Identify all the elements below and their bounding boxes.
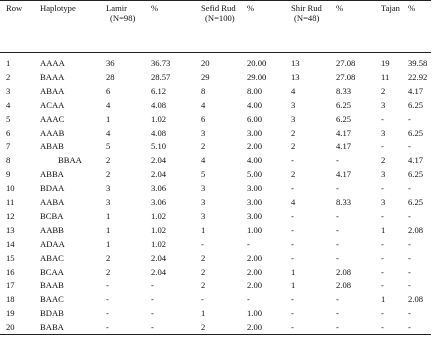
haplotype: BDAB bbox=[40, 308, 64, 319]
row-number: 15 bbox=[6, 252, 15, 263]
shir-pct: 4.17 bbox=[336, 141, 352, 152]
table-bottom-rule bbox=[0, 334, 431, 335]
header-lamir-n: (N=98) bbox=[110, 13, 136, 23]
sefid-count: 29 bbox=[201, 71, 210, 82]
tajan-pct: 2.08 bbox=[408, 224, 424, 235]
shir-pct: 8.33 bbox=[336, 197, 352, 207]
sefid-pct: 1.00 bbox=[247, 224, 263, 235]
shir-pct: - bbox=[336, 308, 339, 319]
tajan-count: - bbox=[381, 210, 384, 221]
tajan-pct: - bbox=[408, 252, 411, 263]
haplotype: BCBA bbox=[40, 210, 64, 221]
sefid-count: 5 bbox=[201, 169, 206, 180]
shir-count: 1 bbox=[291, 280, 296, 291]
shir-count: - bbox=[291, 155, 294, 166]
sefid-count: 20 bbox=[201, 58, 210, 68]
row-number: 2 bbox=[6, 71, 11, 82]
tajan-count: 1 bbox=[381, 224, 386, 235]
haplotype: BABA bbox=[40, 322, 64, 333]
sefid-pct: 4.00 bbox=[247, 99, 263, 110]
lamir-pct: 5.10 bbox=[151, 141, 167, 152]
tajan-pct: - bbox=[408, 266, 411, 277]
lamir-count: 2 bbox=[106, 266, 111, 277]
lamir-pct: 36.73 bbox=[151, 58, 171, 68]
lamir-count: 2 bbox=[106, 252, 111, 263]
tajan-count: 11 bbox=[381, 71, 390, 82]
lamir-pct: 2.04 bbox=[151, 155, 167, 166]
shir-pct: 4.17 bbox=[336, 127, 352, 138]
tajan-count: 3 bbox=[381, 127, 386, 138]
lamir-count: - bbox=[106, 294, 109, 305]
header-shir: Shir Rud bbox=[291, 3, 322, 13]
sefid-pct: 2.00 bbox=[247, 280, 263, 291]
row-number: 16 bbox=[6, 266, 15, 277]
tajan-pct: 39.58 bbox=[408, 58, 428, 68]
lamir-count: 2 bbox=[106, 155, 111, 166]
shir-pct: 2.08 bbox=[336, 266, 352, 277]
tajan-pct: 6.25 bbox=[408, 197, 424, 207]
shir-count: 3 bbox=[291, 99, 296, 110]
row-number: 1 bbox=[6, 58, 11, 68]
tajan-pct: 4.17 bbox=[408, 85, 424, 96]
tajan-count: 2 bbox=[381, 155, 386, 166]
tajan-count: - bbox=[381, 322, 384, 333]
shir-pct: 6.25 bbox=[336, 99, 352, 110]
sefid-pct: 29.00 bbox=[247, 71, 267, 82]
lamir-pct: 4.08 bbox=[151, 99, 167, 110]
shir-count: 13 bbox=[291, 58, 300, 68]
lamir-pct: - bbox=[151, 280, 154, 291]
sefid-pct: - bbox=[247, 238, 250, 249]
lamir-count: - bbox=[106, 308, 109, 319]
header-shir-n: (N=48) bbox=[294, 13, 320, 23]
row-number: 13 bbox=[6, 224, 15, 235]
shir-count: - bbox=[291, 252, 294, 263]
lamir-pct: 1.02 bbox=[151, 224, 167, 235]
shir-pct: 6.25 bbox=[336, 113, 352, 124]
tajan-count: 19 bbox=[381, 58, 390, 68]
lamir-count: 5 bbox=[106, 141, 111, 152]
lamir-count: 36 bbox=[106, 58, 115, 68]
tajan-pct: 4.17 bbox=[408, 155, 424, 166]
lamir-count: 3 bbox=[106, 183, 111, 194]
row-number: 7 bbox=[6, 141, 11, 152]
tajan-count: 3 bbox=[381, 99, 386, 110]
table-header-rule bbox=[0, 52, 431, 53]
shir-pct: - bbox=[336, 224, 339, 235]
shir-count: - bbox=[291, 238, 294, 249]
haplotype: BDAA bbox=[40, 183, 65, 194]
shir-count: - bbox=[291, 322, 294, 333]
shir-pct: 2.08 bbox=[336, 280, 352, 291]
sefid-count: 4 bbox=[201, 155, 206, 166]
table-top-rule bbox=[0, 0, 431, 1]
sefid-count: 8 bbox=[201, 85, 206, 96]
lamir-pct: - bbox=[151, 308, 154, 319]
haplotype: BAAC bbox=[40, 294, 64, 305]
lamir-count: 2 bbox=[106, 169, 111, 180]
lamir-pct: 1.02 bbox=[151, 210, 167, 221]
sefid-pct: 4.00 bbox=[247, 155, 263, 166]
tajan-count: - bbox=[381, 113, 384, 124]
tajan-count: - bbox=[381, 183, 384, 194]
haplotype: AABA bbox=[40, 197, 65, 207]
sefid-pct: 8.00 bbox=[247, 85, 263, 96]
lamir-pct: 3.06 bbox=[151, 197, 167, 207]
tajan-count: 3 bbox=[381, 197, 386, 207]
row-number: 12 bbox=[6, 210, 15, 221]
lamir-pct: 6.12 bbox=[151, 85, 167, 96]
sefid-count: 3 bbox=[201, 127, 206, 138]
header-tajan: Tajan bbox=[381, 3, 400, 13]
tajan-pct: - bbox=[408, 210, 411, 221]
tajan-pct: 6.25 bbox=[408, 127, 424, 138]
lamir-count: 1 bbox=[106, 224, 111, 235]
tajan-count: 2 bbox=[381, 85, 386, 96]
header-sefid-n: (N=100) bbox=[205, 13, 235, 23]
sefid-count: 1 bbox=[201, 308, 206, 319]
lamir-pct: 2.04 bbox=[151, 266, 167, 277]
row-number: 5 bbox=[6, 113, 11, 124]
lamir-pct: - bbox=[151, 322, 154, 333]
sefid-pct: 5.00 bbox=[247, 169, 263, 180]
shir-pct: - bbox=[336, 155, 339, 166]
tajan-pct: 22.92 bbox=[408, 71, 428, 82]
tajan-pct: - bbox=[408, 280, 411, 291]
sefid-pct: 6.00 bbox=[247, 113, 263, 124]
row-number: 10 bbox=[6, 183, 15, 194]
tajan-pct: - bbox=[408, 141, 411, 152]
header-row: Row bbox=[6, 3, 23, 13]
sefid-count: 2 bbox=[201, 252, 206, 263]
row-number: 4 bbox=[6, 99, 11, 110]
lamir-count: - bbox=[106, 322, 109, 333]
row-number: 6 bbox=[6, 127, 11, 138]
header-pct-sefid: % bbox=[247, 3, 255, 13]
lamir-pct: 3.06 bbox=[151, 183, 167, 194]
sefid-pct: 2.00 bbox=[247, 266, 263, 277]
sefid-pct: 2.00 bbox=[247, 322, 263, 333]
sefid-count: 2 bbox=[201, 141, 206, 152]
sefid-pct: - bbox=[247, 294, 250, 305]
lamir-count: 3 bbox=[106, 197, 111, 207]
haplotype: ACAA bbox=[40, 99, 65, 110]
shir-pct: 27.08 bbox=[336, 71, 356, 82]
haplotype: ADAA bbox=[40, 238, 65, 249]
sefid-count: 6 bbox=[201, 113, 206, 124]
shir-count: 13 bbox=[291, 71, 300, 82]
sefid-count: 1 bbox=[201, 224, 206, 235]
tajan-count: - bbox=[381, 141, 384, 152]
shir-count: 4 bbox=[291, 85, 296, 96]
haplotype: BAAA bbox=[40, 71, 65, 82]
lamir-count: 6 bbox=[106, 85, 111, 96]
header-pct-shir: % bbox=[336, 3, 344, 13]
sefid-count: 2 bbox=[201, 280, 206, 291]
lamir-pct: 1.02 bbox=[151, 113, 167, 124]
shir-pct: 8.33 bbox=[336, 85, 352, 96]
tajan-count: - bbox=[381, 266, 384, 277]
tajan-pct: 6.25 bbox=[408, 169, 424, 180]
tajan-pct: - bbox=[408, 238, 411, 249]
row-number: 11 bbox=[6, 197, 15, 207]
haplotype: AAAA bbox=[40, 58, 65, 68]
header-sefid: Sefid Rud bbox=[201, 3, 236, 13]
row-number: 8 bbox=[6, 155, 11, 166]
shir-count: 3 bbox=[291, 113, 296, 124]
haplotype: BCAA bbox=[40, 266, 64, 277]
sefid-count: 2 bbox=[201, 322, 206, 333]
shir-pct: 27.08 bbox=[336, 58, 356, 68]
haplotype: ABAB bbox=[40, 141, 64, 152]
sefid-pct: 3.00 bbox=[247, 183, 263, 194]
shir-count: 2 bbox=[291, 169, 296, 180]
sefid-pct: 3.00 bbox=[247, 197, 263, 207]
shir-count: - bbox=[291, 294, 294, 305]
tajan-count: - bbox=[381, 252, 384, 263]
tajan-count: 3 bbox=[381, 169, 386, 180]
lamir-pct: 2.04 bbox=[151, 252, 167, 263]
shir-pct: - bbox=[336, 294, 339, 305]
shir-pct: - bbox=[336, 210, 339, 221]
tajan-pct: 2.08 bbox=[408, 294, 424, 305]
haplotype: AAAC bbox=[40, 113, 65, 124]
tajan-pct: - bbox=[408, 183, 411, 194]
shir-pct: - bbox=[336, 252, 339, 263]
lamir-pct: 2.04 bbox=[151, 169, 167, 180]
lamir-count: - bbox=[106, 280, 109, 291]
haplotype: ABBA bbox=[40, 169, 64, 180]
lamir-count: 4 bbox=[106, 127, 111, 138]
sefid-count: 2 bbox=[201, 266, 206, 277]
sefid-pct: 20.00 bbox=[247, 58, 267, 68]
sefid-pct: 3.00 bbox=[247, 127, 263, 138]
shir-pct: - bbox=[336, 238, 339, 249]
row-number: 17 bbox=[6, 280, 15, 291]
tajan-pct: - bbox=[408, 308, 411, 319]
tajan-count: - bbox=[381, 238, 384, 249]
tajan-pct: 6.25 bbox=[408, 99, 424, 110]
haplotype: AABB bbox=[40, 224, 64, 235]
sefid-count: - bbox=[201, 294, 204, 305]
row-number: 20 bbox=[6, 322, 15, 333]
lamir-count: 28 bbox=[106, 71, 115, 82]
tajan-count: - bbox=[381, 308, 384, 319]
haplotype: ABAC bbox=[40, 252, 64, 263]
lamir-pct: 28.57 bbox=[151, 71, 171, 82]
sefid-count: 4 bbox=[201, 99, 206, 110]
lamir-count: 1 bbox=[106, 238, 111, 249]
row-number: 9 bbox=[6, 169, 11, 180]
shir-pct: - bbox=[336, 183, 339, 194]
shir-count: - bbox=[291, 224, 294, 235]
sefid-count: 3 bbox=[201, 183, 206, 194]
tajan-pct: - bbox=[408, 322, 411, 333]
sefid-count: 3 bbox=[201, 210, 206, 221]
shir-count: 2 bbox=[291, 141, 296, 152]
tajan-count: 1 bbox=[381, 294, 386, 305]
lamir-count: 1 bbox=[106, 210, 111, 221]
sefid-pct: 1.00 bbox=[247, 308, 263, 319]
haplotype: ABAA bbox=[40, 85, 65, 96]
shir-count: - bbox=[291, 308, 294, 319]
header-pct-lamir: % bbox=[151, 3, 159, 13]
haplotype: AAAB bbox=[40, 127, 65, 138]
header-haplotype: Haplotype bbox=[40, 3, 76, 13]
sefid-pct: 2.00 bbox=[247, 141, 263, 152]
tajan-pct: - bbox=[408, 113, 411, 124]
shir-count: 1 bbox=[291, 266, 296, 277]
sefid-count: 3 bbox=[201, 197, 206, 207]
shir-count: 4 bbox=[291, 197, 296, 207]
row-number: 14 bbox=[6, 238, 15, 249]
haplotype: BAAB bbox=[40, 280, 64, 291]
lamir-count: 4 bbox=[106, 99, 111, 110]
tajan-count: - bbox=[381, 280, 384, 291]
row-number: 18 bbox=[6, 294, 15, 305]
lamir-pct: - bbox=[151, 294, 154, 305]
lamir-pct: 1.02 bbox=[151, 238, 167, 249]
row-number: 19 bbox=[6, 308, 15, 319]
sefid-pct: 3.00 bbox=[247, 210, 263, 221]
sefid-pct: 2.00 bbox=[247, 252, 263, 263]
header-pct-tajan: % bbox=[408, 3, 416, 13]
shir-count: - bbox=[291, 183, 294, 194]
haplotype: BBAA bbox=[58, 155, 82, 166]
header-lamir: Lamir bbox=[106, 3, 127, 13]
shir-pct: 4.17 bbox=[336, 169, 352, 180]
sefid-count: - bbox=[201, 238, 204, 249]
lamir-count: 1 bbox=[106, 113, 111, 124]
row-number: 3 bbox=[6, 85, 11, 96]
shir-pct: - bbox=[336, 322, 339, 333]
shir-count: 2 bbox=[291, 127, 296, 138]
shir-count: - bbox=[291, 210, 294, 221]
lamir-pct: 4.08 bbox=[151, 127, 167, 138]
